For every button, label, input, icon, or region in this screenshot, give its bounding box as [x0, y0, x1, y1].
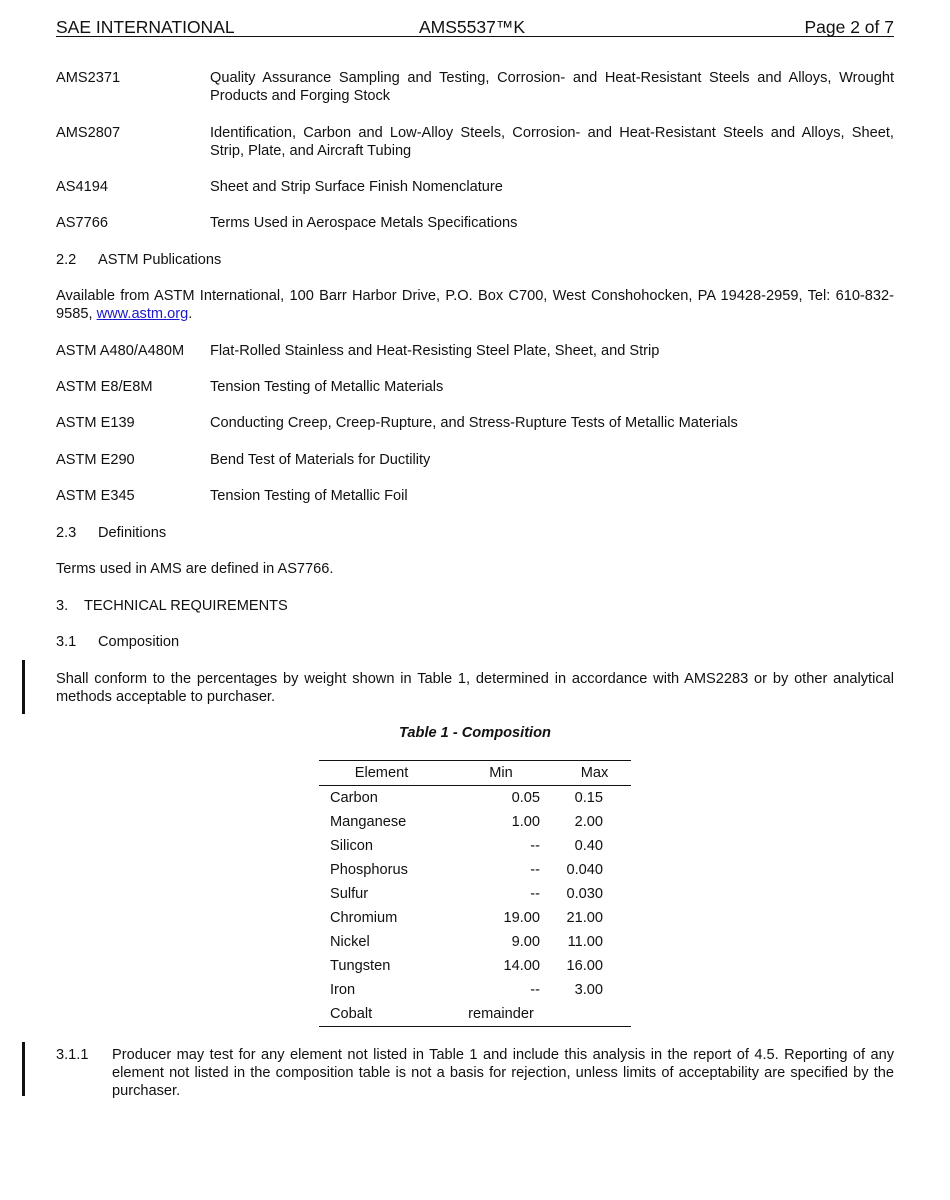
- paragraph-3-1-1: [56, 1046, 894, 1100]
- reference-description: Sheet and Strip Surface Finish Nomenclature: [210, 179, 503, 195]
- element-cell: Iron: [330, 982, 356, 998]
- reference-entry: [56, 214, 894, 232]
- reference-entry: [56, 451, 894, 469]
- availability-text: Available from ASTM International, 100 Barr Harbor Drive, P.O. Box C700, West Conshohocken, PA 19428-2959, Tel: 610-832-9585,: [56, 288, 894, 322]
- composition-table: [319, 760, 631, 1027]
- reference-code: ASTM E345: [56, 488, 135, 504]
- min-cell: 19.00: [503, 910, 540, 926]
- column-header-max: Max: [558, 761, 631, 786]
- table-row: [319, 882, 631, 906]
- reference-description: Bend Test of Materials for Ductility: [210, 452, 431, 468]
- min-cell: remainder: [444, 1002, 558, 1027]
- reference-code: AMS2371: [56, 70, 121, 86]
- min-cell: --: [530, 838, 540, 854]
- page-header: [56, 14, 894, 37]
- reference-code: AS7766: [56, 215, 108, 231]
- reference-description: Terms Used in Aerospace Metals Specifications: [210, 215, 518, 231]
- max-cell: 3.00: [574, 982, 603, 998]
- reference-entry: [56, 342, 894, 360]
- max-cell: 0.15: [574, 790, 603, 806]
- table-header-row: [319, 761, 631, 786]
- table-row: [319, 978, 631, 1002]
- reference-description: Tension Testing of Metallic Materials: [210, 379, 444, 395]
- min-cell: 14.00: [503, 958, 540, 974]
- section-title: Composition: [98, 634, 180, 650]
- section-heading-2-2: [56, 251, 894, 269]
- table-row: [319, 930, 631, 954]
- max-cell: [558, 1002, 631, 1027]
- min-cell: 9.00: [511, 934, 540, 950]
- section-title: ASTM Publications: [98, 252, 222, 268]
- table-caption: Table 1 - Composition: [399, 725, 551, 741]
- column-header-min: Min: [444, 761, 558, 786]
- reference-entry: [56, 414, 894, 432]
- header-doc-number: AMS5537™K: [419, 17, 526, 37]
- max-cell: 16.00: [566, 958, 603, 974]
- min-cell: 0.05: [511, 790, 540, 806]
- max-cell: 2.00: [574, 814, 603, 830]
- section-heading-3: [56, 597, 894, 615]
- element-cell: Silicon: [330, 838, 373, 854]
- element-cell: Nickel: [330, 934, 370, 950]
- astm-website-link[interactable]: www.astm.org: [96, 306, 189, 322]
- section-title: Definitions: [98, 525, 167, 541]
- section-number: 3.: [56, 598, 69, 614]
- reference-code: ASTM E8/E8M: [56, 379, 153, 395]
- section-number: 3.1: [56, 634, 77, 650]
- min-cell: --: [530, 862, 540, 878]
- composition-paragraph: Shall conform to the percentages by weight shown in Table 1, determined in accordance with AMS2283 or by other analytical methods acceptable to purchaser.: [56, 671, 894, 705]
- element-cell: Carbon: [330, 790, 378, 806]
- column-header-element: Element: [319, 761, 444, 786]
- availability-period: .: [188, 306, 193, 322]
- reference-description: Identification, Carbon and Low-Alloy Steels, Corrosion- and Heat-Resistant Steels and Alloys, Sheet, Strip, Plate, and Aircraft Tubing: [210, 125, 894, 159]
- min-cell: 1.00: [511, 814, 540, 830]
- max-cell: 0.40: [574, 838, 603, 854]
- paragraph-text: Producer may test for any element not listed in Table 1 and include this analysis in the report of 4.5. Reporting of any element not listed in the composition table is not a basis for rejection, unless limits of acceptability are specified by the purchaser.: [112, 1047, 894, 1099]
- reference-entry: [56, 69, 894, 105]
- element-cell: Chromium: [330, 910, 398, 926]
- min-cell: --: [530, 886, 540, 902]
- element-cell: Manganese: [330, 814, 407, 830]
- reference-description: Conducting Creep, Creep-Rupture, and Stress-Rupture Tests of Metallic Materials: [210, 415, 738, 431]
- element-cell: Phosphorus: [330, 862, 408, 878]
- max-cell: 11.00: [567, 934, 603, 950]
- min-cell: --: [530, 982, 540, 998]
- table-row: [319, 834, 631, 858]
- element-cell: Cobalt: [319, 1002, 444, 1027]
- section-number: 2.2: [56, 252, 77, 268]
- table-row: [319, 954, 631, 978]
- table-row: [319, 810, 631, 834]
- reference-code: ASTM E290: [56, 452, 135, 468]
- section-heading-2-3: [56, 524, 894, 542]
- revision-bar: [22, 660, 25, 714]
- section-number: 3.1.1: [56, 1047, 89, 1063]
- reference-entry: [56, 487, 894, 505]
- element-cell: Sulfur: [330, 886, 369, 902]
- header-page-number: Page 2 of 7: [804, 17, 894, 37]
- reference-description: Tension Testing of Metallic Foil: [210, 488, 408, 504]
- revision-bar: [22, 1042, 25, 1096]
- reference-code: AS4194: [56, 179, 108, 195]
- max-cell: 0.040: [566, 862, 603, 878]
- reference-entry: [56, 178, 894, 196]
- section-heading-3-1: [56, 633, 894, 651]
- reference-entry: [56, 124, 894, 160]
- reference-description: Quality Assurance Sampling and Testing, Corrosion- and Heat-Resistant Steels and Alloys, Wrought Products and Forging Stock: [210, 70, 894, 104]
- table-row: [319, 1002, 631, 1027]
- definitions-paragraph: Terms used in AMS are defined in AS7766.: [56, 561, 334, 577]
- reference-entry: [56, 378, 894, 396]
- max-cell: 21.00: [566, 910, 603, 926]
- header-org: SAE INTERNATIONAL: [56, 17, 235, 37]
- section-title: TECHNICAL REQUIREMENTS: [84, 598, 288, 614]
- table-row: [319, 906, 631, 930]
- astm-availability-paragraph: [56, 287, 894, 323]
- reference-code: ASTM E139: [56, 415, 135, 431]
- reference-description: Flat-Rolled Stainless and Heat-Resisting Steel Plate, Sheet, and Strip: [210, 343, 660, 359]
- max-cell: 0.030: [566, 886, 603, 902]
- element-cell: Tungsten: [330, 958, 391, 974]
- table-row: [319, 786, 631, 811]
- reference-code: ASTM A480/A480M: [56, 343, 185, 359]
- section-number: 2.3: [56, 525, 77, 541]
- table-row: [319, 858, 631, 882]
- reference-code: AMS2807: [56, 125, 121, 141]
